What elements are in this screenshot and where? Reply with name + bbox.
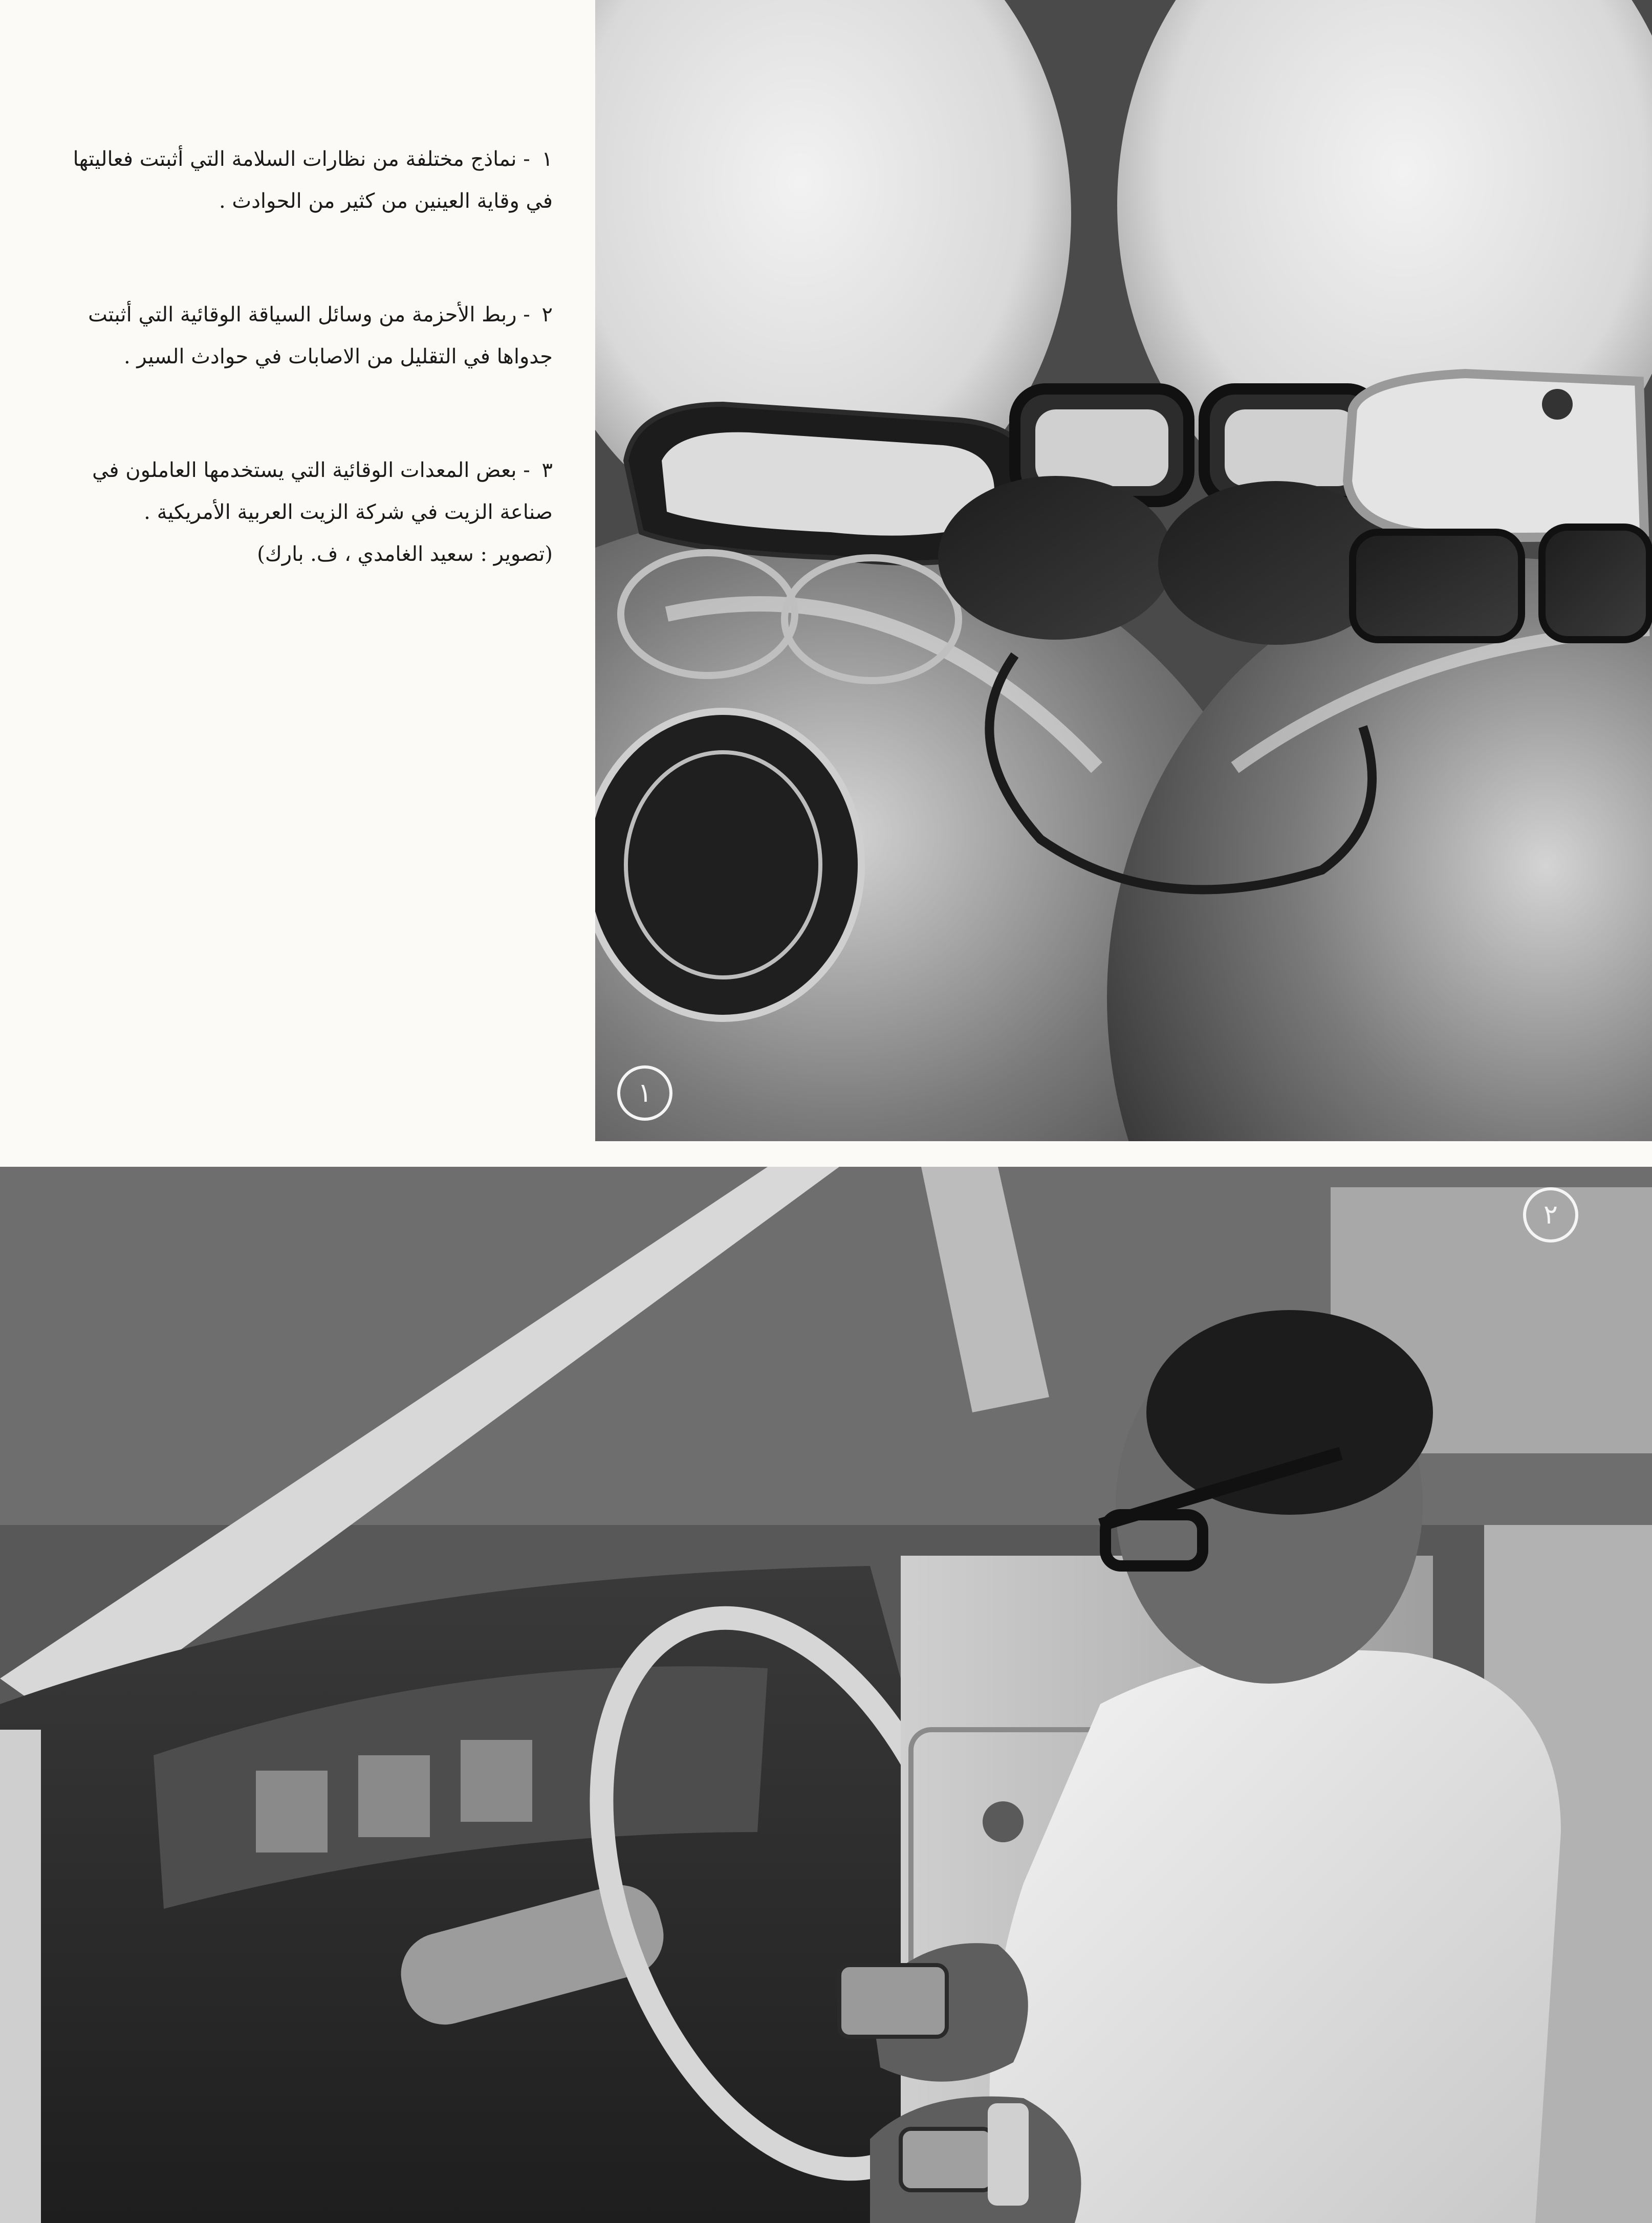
caption-2-number: ٢ (541, 303, 553, 326)
photo-safety-glasses (595, 0, 1652, 1141)
photo-credit: (تصوير : سعيد الغامدي ، ف. بارك) (257, 542, 553, 566)
caption-1-line-1: - نماذج مختلفة من نظارات السلامة التي أثبتت فعاليتها (73, 147, 530, 171)
photo-1-number-badge: ١ (617, 1065, 672, 1121)
caption-1-number: ١ (541, 147, 553, 171)
caption-2-line-2: جدواها في التقليل من الاصابات في حوادث السير . (123, 345, 553, 368)
caption-1-line-2: في وقاية العينين من كثير من الحوادث . (219, 189, 553, 213)
photo-safety-glasses-illustration (595, 0, 1652, 1141)
captions-block (61, 138, 553, 647)
caption-3-line-1: - بعض المعدات الوقائية التي يستخدمها العاملون في (92, 459, 530, 482)
photo-seat-belt (0, 1167, 1652, 2223)
caption-3-number: ٣ (541, 459, 553, 482)
caption-2-line-1: - ربط الأحزمة من وسائل السياقة الوقائية التي أثبتت (88, 303, 530, 326)
caption-1 (61, 138, 553, 222)
photo-seat-belt-illustration (0, 1167, 1652, 2223)
caption-3-line-2: صناعة الزيت في شركة الزيت العربية الأمريكية . (144, 500, 553, 524)
caption-2 (61, 294, 553, 378)
photo-2-number-badge: ٢ (1523, 1187, 1578, 1243)
caption-3 (61, 449, 553, 575)
